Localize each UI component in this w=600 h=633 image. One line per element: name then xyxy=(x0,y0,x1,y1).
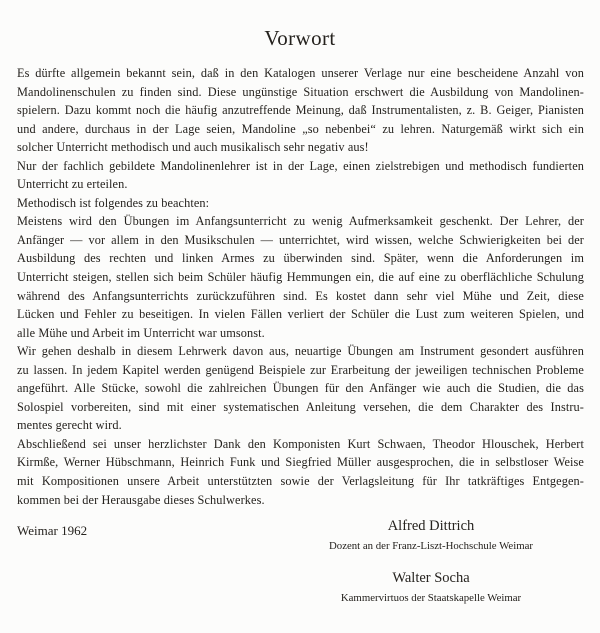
body-line: mit Kompositionen unsere Arbeit unterstützten sowie der Verlagsleitung für Ihr tatkräftiges Entgegen- xyxy=(17,474,584,489)
body-line: kommen bei der Herausgabe dieses Schulwerkes. xyxy=(17,492,265,507)
body-line: und andere, durchaus in der Lage seien, Mandoline „so nebenbei“ zu lehren. Naturgemäß wirkt sich ein xyxy=(17,121,584,136)
signature-role: Dozent an der Franz-Liszt-Hochschule Weimar xyxy=(329,540,533,552)
signature-name: Walter Socha xyxy=(392,570,470,586)
body-line: alle Mühe und Arbeit im Unterricht war umsonst. xyxy=(17,325,265,340)
preface-body xyxy=(17,64,584,509)
body-line: spielern. Dazu kommt noch die häufig anzutreffende Meinung, daß Instrumentalisten, z. B. Geiger, Pianisten xyxy=(17,103,584,118)
signature-block-socha xyxy=(280,570,582,605)
body-line: Es dürfte allgemein bekannt sein, daß in den Katalogen unserer Verlage nur eine bescheidene Anzahl von xyxy=(17,66,584,80)
place-date: Weimar 1962 xyxy=(17,523,88,538)
body-line: Kirmße, Werner Hübschmann, Heinrich Funk und Siegfried Müller ausgesprochen, die in selbstloser Weise xyxy=(17,455,584,470)
body-line: Mandolinenschulen zu finden sind. Diese ungünstige Situation erschwert die Ausbildung von Mandolinen- xyxy=(17,84,584,99)
signature-role: Kammervirtuos der Staatskapelle Weimar xyxy=(340,592,522,604)
body-line: Meistens wird den Übungen im Anfangsunterricht zu wenig Aufmerksamkeit geschenkt. Der Lehrer, der xyxy=(17,214,584,229)
body-line: Nur der fachlich gebildete Mandolinenlehrer ist in der Lage, einen zielstrebigen und methodisch fundierten xyxy=(17,158,584,173)
signature-name: Alfred Dittrich xyxy=(387,518,475,534)
body-line: Unterricht zu erteilen. xyxy=(17,177,128,192)
body-line: mentes gerecht wird. xyxy=(17,418,122,433)
body-line: Anfänger — vor allem in den Musikschulen — unterrichtet, wird wissen, welche Schwierigkeiten bei der xyxy=(17,232,584,247)
body-line: während des Anfangsunterrichts zurückzuführen sind. Es kostet dann sehr viel Mühe und Zeit, diese xyxy=(17,288,584,303)
body-line: Lücken und Fehler zu beseitigen. In vielen Fällen verliert der Schüler die Lust zum weiteren Spielen, und xyxy=(17,307,584,322)
body-line: Abschließend sei unser herzlichster Dank den Komponisten Kurt Schwaen, Theodor Hlouschek, Herbert xyxy=(17,436,584,451)
body-line: zu lassen. In jedem Kapitel werden genügend Beispiele zur Erarbeitung der jeweiligen technischen Probleme xyxy=(17,362,584,377)
body-line: Ausbildung des rechten und linken Armes zu überwinden sind. Später, wenn die Anforderungen im xyxy=(17,251,584,266)
body-line: Solospiel vorbereiten, sind mit einer systematischen Anleitung versehen, die dem Charakter des Instru- xyxy=(17,399,584,414)
body-line: solcher Unterricht methodisch und auch musikalisch sehr negativ aus! xyxy=(17,140,369,155)
body-line: Wir gehen deshalb in diesem Lehrwerk davon aus, neuartige Übungen am Instrument gesondert ausführen xyxy=(17,344,584,359)
signature-block-dittrich xyxy=(280,518,582,553)
body-line: angeführt. Alle Stücke, sowohl die zahlreichen Übungen für den Anfänger wie auch die Studien, die das xyxy=(17,381,584,396)
body-line: Methodisch ist folgendes zu beachten: xyxy=(17,195,210,210)
page-title: Vorwort xyxy=(264,26,336,50)
body-line: Unterricht steigen, stellen sich beim Schüler häufig Hemmungen ein, die auf eine zu oberflächliche Schulung xyxy=(17,270,584,285)
